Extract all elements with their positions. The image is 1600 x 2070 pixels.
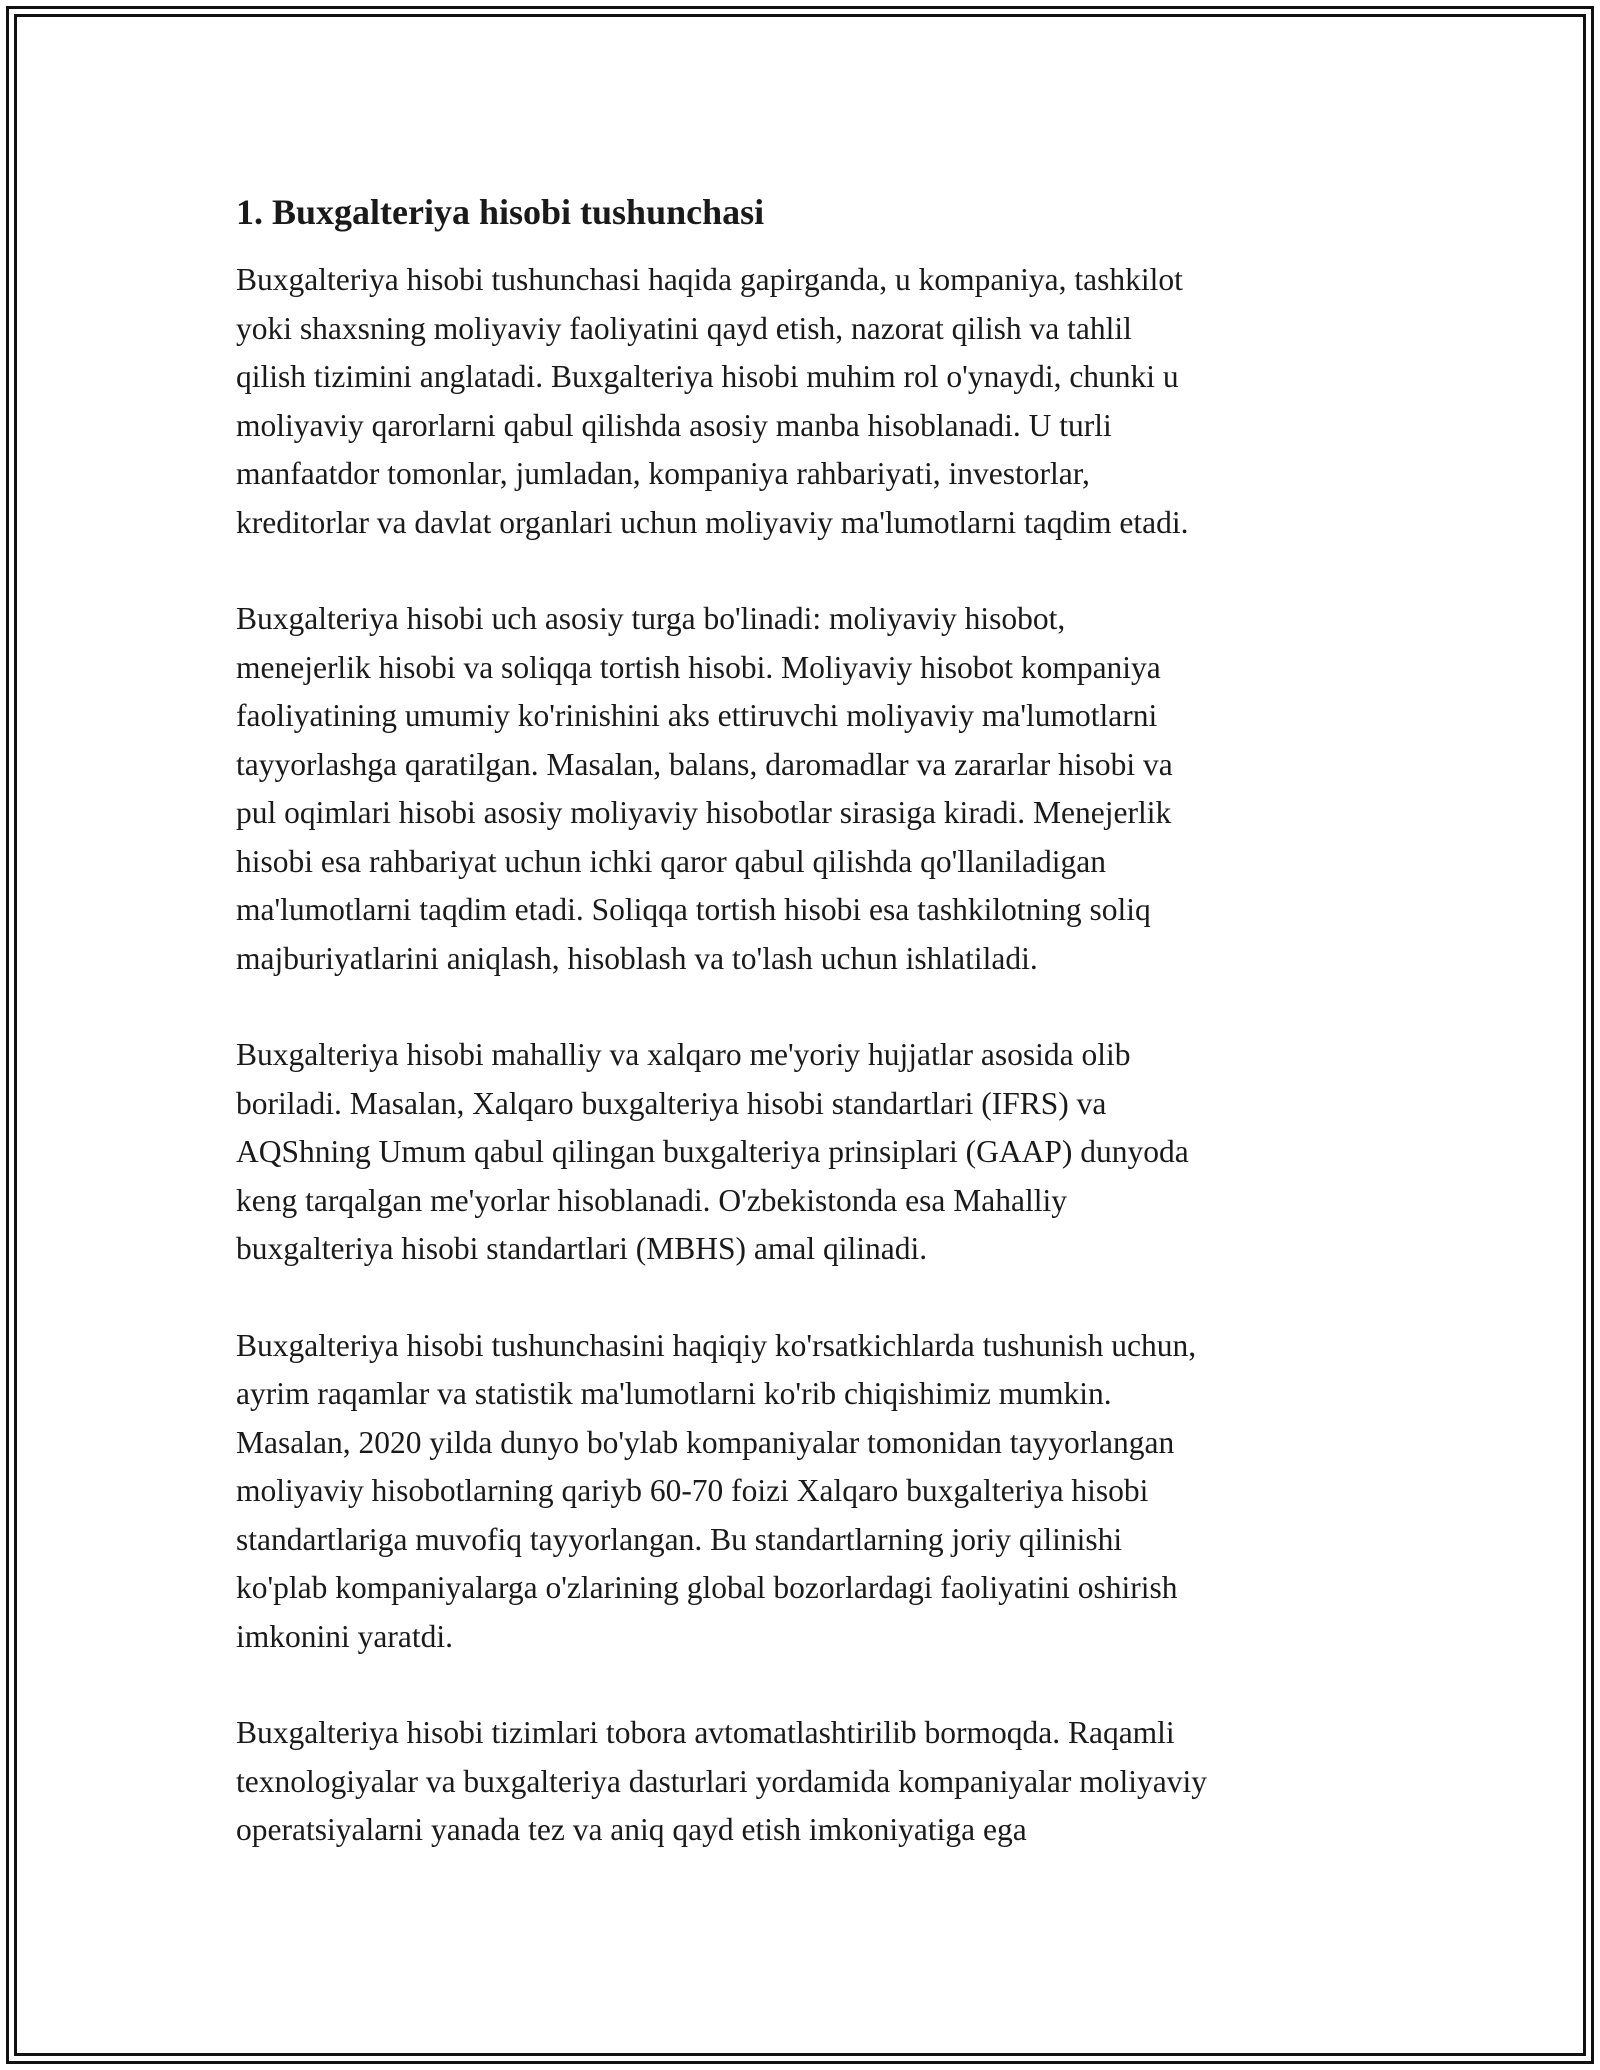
text-line: majburiyatlarini aniqlash, hisoblash va to'lash uchun ishlatiladi. [236, 940, 1038, 976]
section-heading: 1. Buxgalteriya hisobi tushunchasi [236, 192, 765, 232]
text-line: manfaatdor tomonlar, jumladan, kompaniya rahbariyati, investorlar, [236, 456, 1090, 491]
text-line: Buxgalteriya hisobi tushunchasini haqiqiy ko'rsatkichlarda tushunish uchun, [236, 1327, 1197, 1363]
text-line: Buxgalteriya hisobi tizimlari tobora avtomatlashtirilib bormoqda. Raqamli [236, 1715, 1175, 1750]
text-line: Buxgalteriya hisobi mahalliy va xalqaro me'yoriy hujjatlar asosida olib [236, 1037, 1131, 1072]
paragraph-5 [236, 1709, 1396, 1855]
text-line: Masalan, 2020 yilda dunyo bo'ylab kompaniyalar tomonidan tayyorlangan [236, 1424, 1175, 1460]
text-line: texnologiyalar va buxgalteriya dasturlari yordamida kompaniyalar moliyaviy [236, 1763, 1207, 1799]
text-line: faoliyatining umumiy ko'rinishini aks ettiruvchi moliyaviy ma'lumotlarni [236, 698, 1158, 733]
document-body [236, 188, 1396, 1903]
text-line: hisobi esa rahbariyat uchun ichki qaror qabul qilishda qo'llaniladigan [236, 843, 1106, 879]
text-line: boriladi. Masalan, Xalqaro buxgalteriya hisobi standartlari (IFRS) va [236, 1085, 1107, 1121]
text-line: Buxgalteriya hisobi uch asosiy turga bo'linadi: moliyaviy hisobot, [236, 601, 1066, 636]
text-line: AQShning Umum qabul qilingan buxgalteriya prinsiplari (GAAP) dunyoda [236, 1134, 1189, 1169]
text-line: standartlariga muvofiq tayyorlangan. Bu standartlarning joriy qilinishi [236, 1521, 1123, 1557]
text-line: buxgalteriya hisobi standartlari (MBHS) amal qilinadi. [236, 1231, 928, 1266]
paragraph-1 [236, 256, 1396, 547]
text-line: ko'plab kompaniyalarga o'zlarining global bozorlardagi faoliyatini oshirish [236, 1570, 1178, 1605]
paragraph-2 [236, 595, 1396, 983]
text-line: keng tarqalgan me'yorlar hisoblanadi. O'zbekistonda esa Mahalliy [236, 1182, 1067, 1218]
text-line: ayrim raqamlar va statistik ma'lumotlarni ko'rib chiqishimiz mumkin. [236, 1376, 1112, 1411]
text-line: ma'lumotlarni taqdim etadi. Soliqqa tortish hisobi esa tashkilotning soliq [236, 892, 1151, 927]
text-line: Buxgalteriya hisobi tushunchasi haqida gapirganda, u kompaniya, tashkilot [236, 262, 1183, 297]
paragraph-3 [236, 1031, 1396, 1274]
text-line: qilish tizimini anglatadi. Buxgalteriya hisobi muhim rol o'ynaydi, chunki u [236, 359, 1179, 394]
text-line: yoki shaxsning moliyaviy faoliyatini qayd etish, nazorat qilish va tahlil [236, 310, 1132, 346]
text-line: menejerlik hisobi va soliqqa tortish hisobi. Moliyaviy hisobot kompaniya [236, 649, 1161, 685]
text-line: moliyaviy qarorlarni qabul qilishda asosiy manba hisoblanadi. U turli [236, 407, 1112, 443]
text-line: imkonini yaratdi. [236, 1618, 453, 1654]
text-line: tayyorlashga qaratilgan. Masalan, balans, daromadlar va zararlar hisobi va [236, 746, 1173, 782]
text-line: pul oqimlari hisobi asosiy moliyaviy hisobotlar sirasiga kiradi. Menejerlik [236, 795, 1172, 830]
text-line: moliyaviy hisobotlarning qariyb 60-70 foizi Xalqaro buxgalteriya hisobi [236, 1473, 1149, 1508]
text-line: kreditorlar va davlat organlari uchun moliyaviy ma'lumotlarni taqdim etadi. [236, 504, 1189, 540]
text-line: operatsiyalarni yanada tez va aniq qayd etish imkoniyatiga ega [236, 1812, 1027, 1847]
paragraph-4 [236, 1322, 1396, 1662]
